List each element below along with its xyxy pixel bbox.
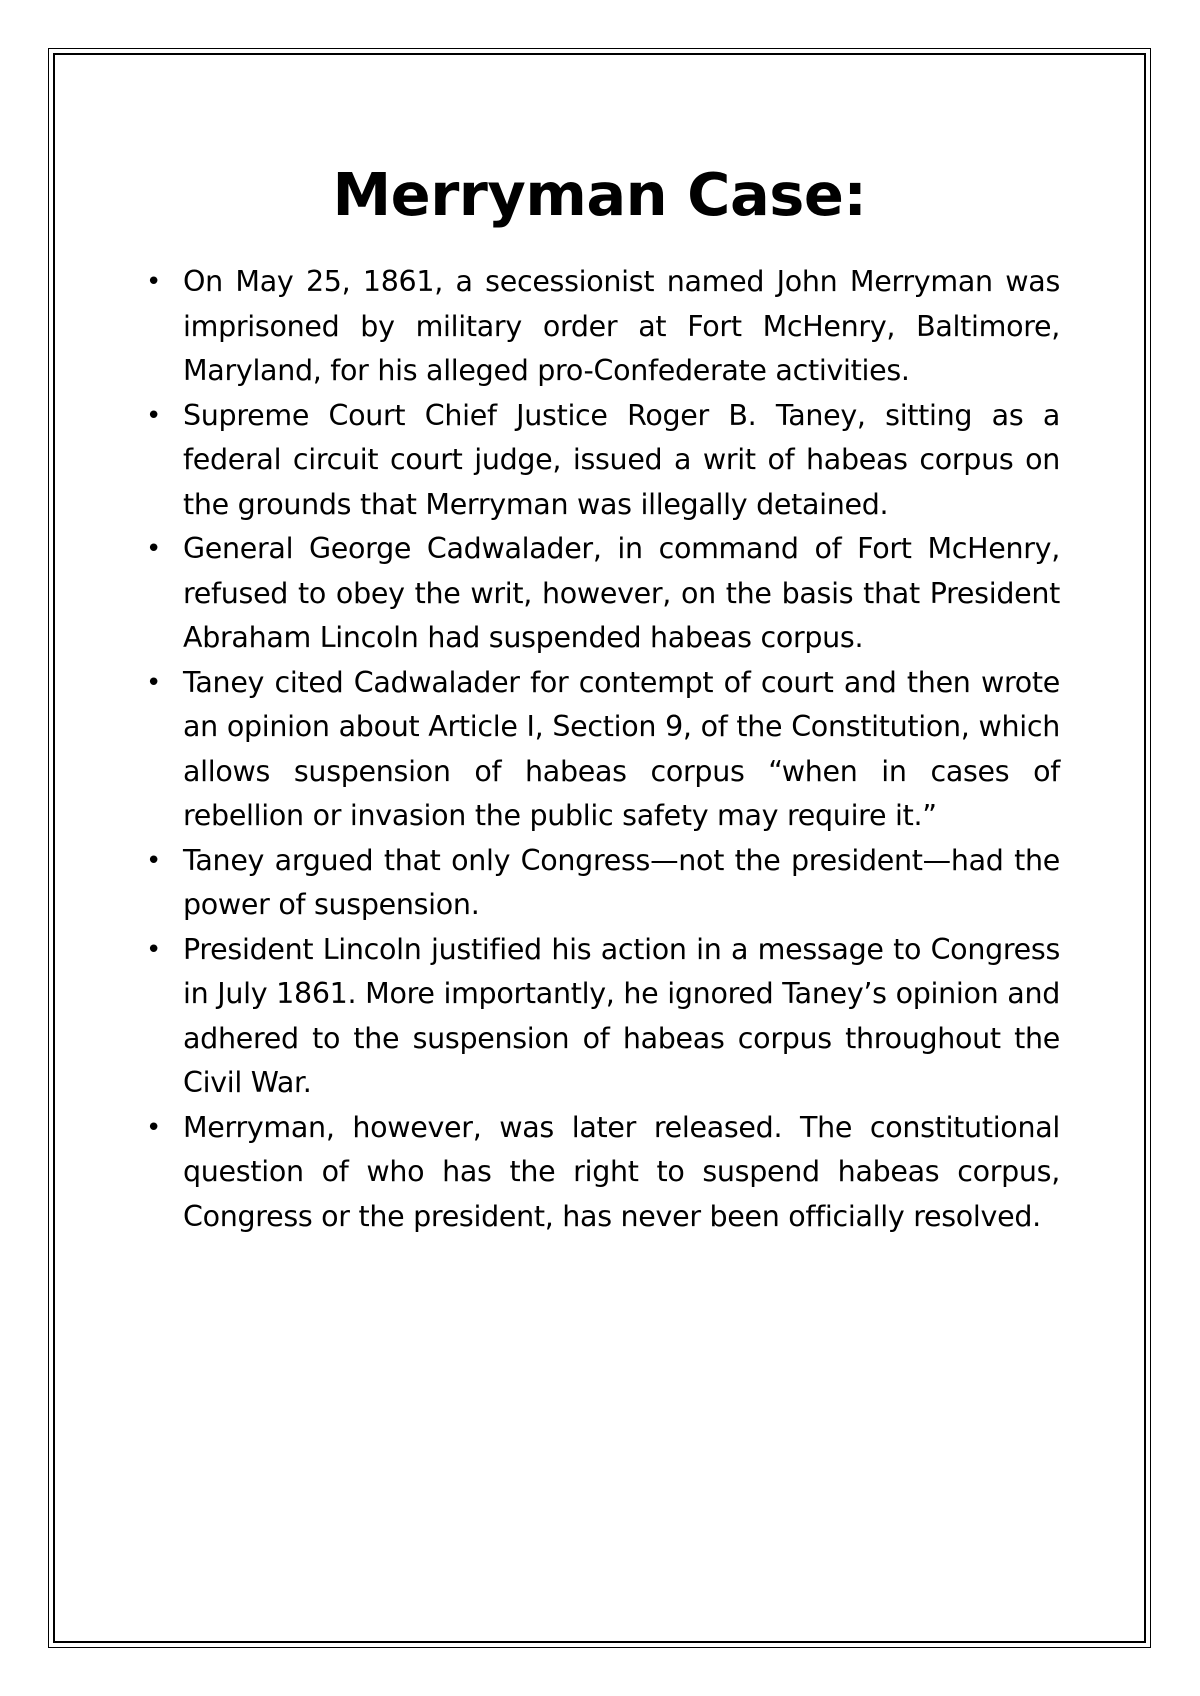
bullet-item [146, 394, 1060, 528]
bullet-item [146, 839, 1060, 928]
bullet-item [146, 661, 1060, 839]
bullet-item [146, 260, 1060, 394]
bullet-icon: • [146, 845, 162, 876]
bullet-icon: • [146, 534, 162, 564]
bullet-text: Taney cited Cadwalader for contempt of court and then wrote an opinion about Article I, Section 9, of the Constitution, which allows suspension of habeas corpus “when in cases of rebellion or invasion the public safety may require it.” [183, 665, 1060, 832]
bullet-text: Supreme Court Chief Justice Roger B. Taney, sitting as a federal circuit court judge, issued a writ of habeas corpus on the grounds that Merryman was illegally detained. [183, 398, 1060, 521]
bullet-list [146, 260, 1060, 1239]
bullet-text: Merryman, however, was later released. The constitutional question of who has the right to suspend habeas corpus, Congress or the president, has never been officially resolved. [183, 1110, 1060, 1233]
bullet-item [146, 1106, 1060, 1240]
bullet-icon: • [146, 934, 162, 965]
bullet-icon: • [146, 267, 162, 297]
bullet-text: President Lincoln justified his action in a message to Congress in July 1861. More importantly, he ignored Taney’s opinion and adhered to the suspension of habeas corpus throughout the Civil War. [183, 932, 1060, 1099]
bullet-text: On May 25, 1861, a secessionist named John Merryman was imprisoned by military order at Fort McHenry, Baltimore, Maryland, for his alleged pro-Confederate activities. [183, 265, 1060, 387]
bullet-text: Taney argued that only Congress—not the president—had the power of suspension. [183, 843, 1060, 921]
bullet-item [146, 928, 1060, 1106]
bullet-icon: • [146, 400, 162, 431]
bullet-item [146, 527, 1060, 661]
page-title: Merryman Case: [332, 160, 867, 229]
bullet-icon: • [146, 667, 162, 698]
bullet-icon: • [146, 1112, 162, 1143]
bullet-text: General George Cadwalader, in command of Fort McHenry, refused to obey the writ, however, on the basis that President Abraham Lincoln had suspended habeas corpus. [183, 532, 1060, 654]
